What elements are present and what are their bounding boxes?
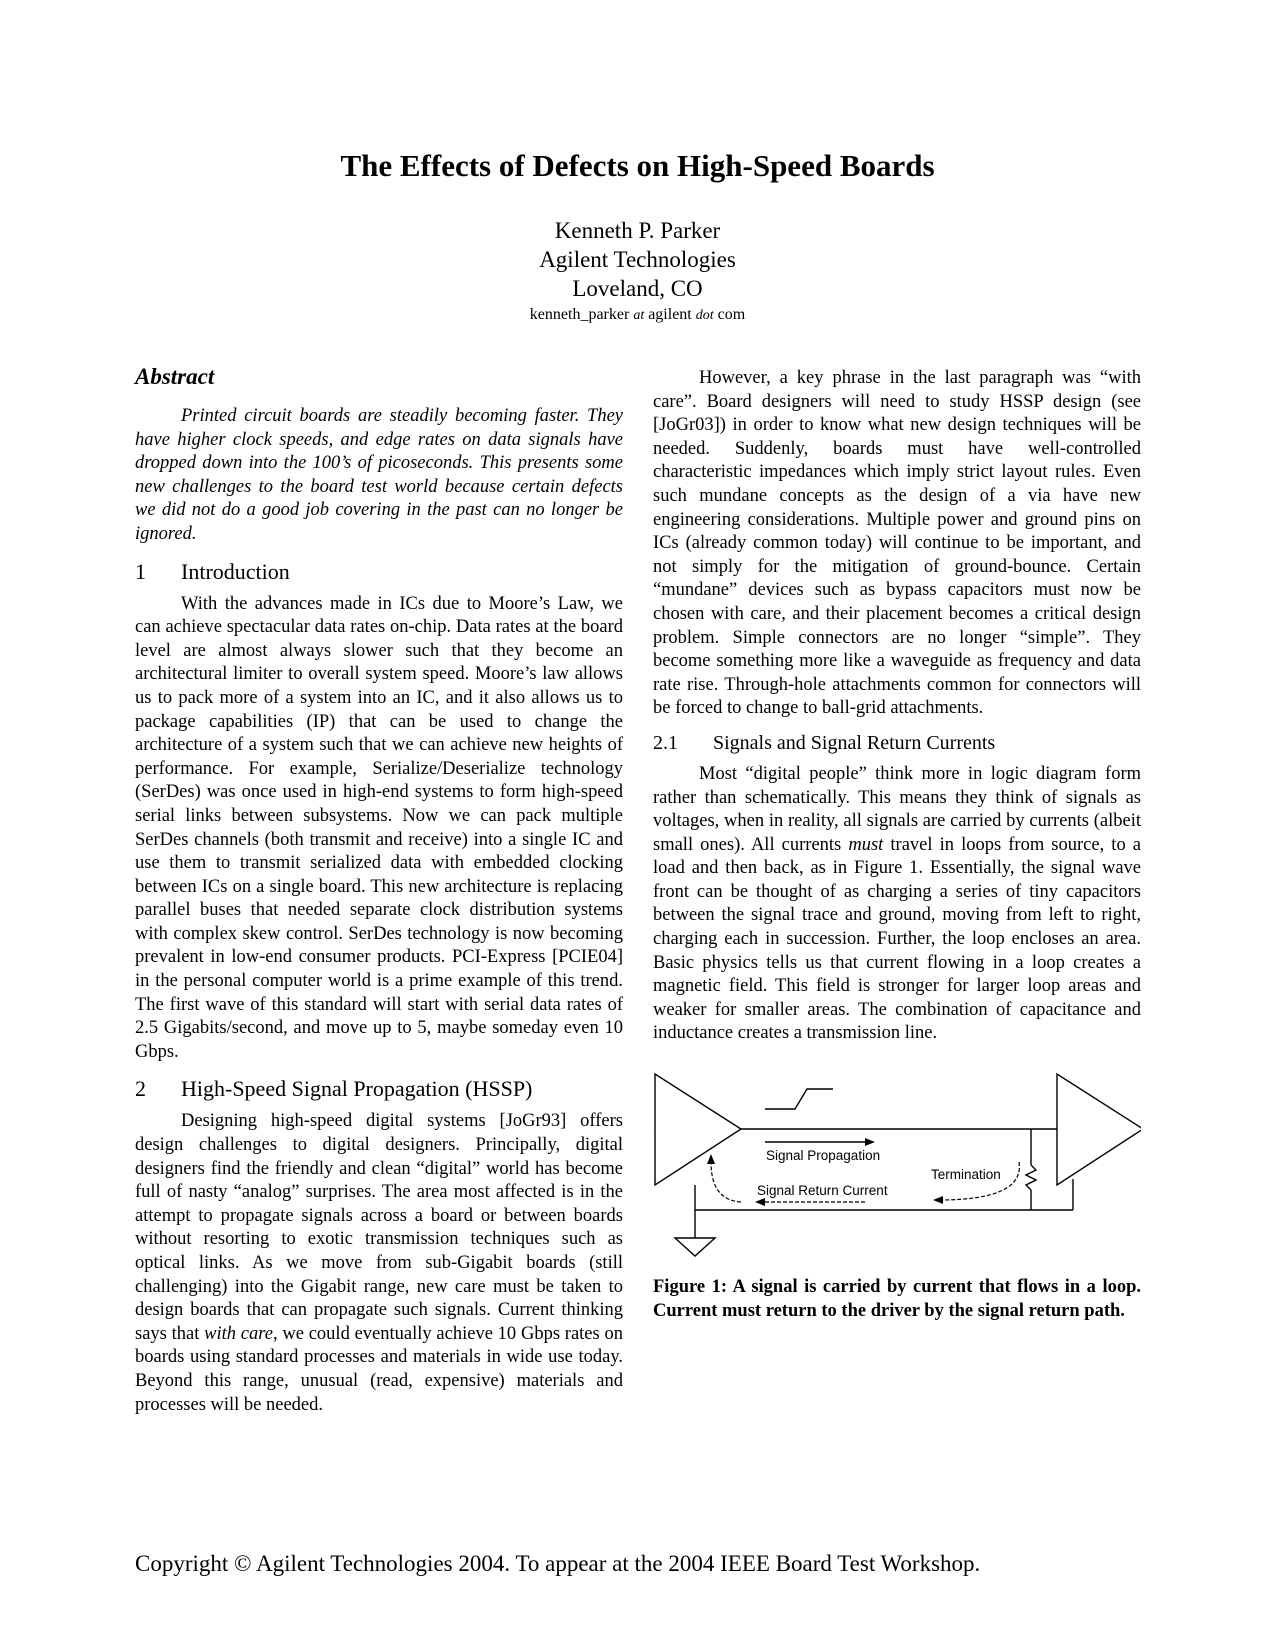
figure-1 [653,1062,1141,1323]
section-title: Introduction [181,558,290,584]
hssp-p1-emphasis: with care [204,1323,273,1344]
propagation-arrowhead [865,1138,875,1146]
figure-1-caption: Figure 1: A signal is carried by current that flows in a loop. Current must return to the driver by the signal return path. [653,1277,1141,1321]
email-domain: agilent [648,306,692,323]
driver-buffer-shape [655,1074,741,1185]
left-column [135,363,623,1417]
section-title: High-Speed Signal Propagation (HSSP) [181,1076,533,1102]
signals-emphasis: must [848,834,884,855]
signals-text-a: Most “digital people” think more in logic diagram form rather than schematically. This means they think of signals as voltages, when in reality, all signals are carried by currents (albeit small ones). All currents [653,763,1141,855]
signal-loop-diagram [653,1062,1141,1262]
author-affiliation: Agilent Technologies [539,247,736,272]
receiver-buffer-shape [1057,1074,1141,1185]
signal-return-current-label: Signal Return Current [757,1183,888,1199]
return-curve-left-arrowhead [707,1154,715,1164]
signal-propagation-label: Signal Propagation [766,1148,881,1164]
section-number: 2 [135,1076,146,1102]
hssp-paragraph-2: However, a key phrase in the last paragraph was “with care”. Board designers will need to study HSSP design (see [JoGr03]) in order to know what new design techniques will be needed. Suddenly, boards must have well-controlled characteristic impedances which imply strict layout rules. Even such mundane concepts as the design of a via have new engineering considerations. Multiple power and ground pins on ICs (already common today) will continue to be important, and not simply for the mitigation of ground-bounce. Certain “mundane” devices such as bypass capacitors must now be chosen with care, and their placement becomes a critical design problem. Simple connectors are no longer “simple”. They become something more like a waveguide as frequency and data rate rise. Through-hole attachments common for connectors will be forced to change to ball-grid attachments. [653,368,1141,719]
step-waveform [765,1089,833,1109]
signals-text-b: travel in loops from source, to a load and then back, as in Figure 1. Essentially, the signal wave front can be thought of as charging a series of tiny capacitors between the signal trace and ground, moving from left to right, charging each in succession. Further, the loop encloses an area. Basic physics tells us that current flowing in a loop creates a magnetic field. This field is stronger for larger loop areas and weaker for smaller areas. The combination of capacitance and inductance creates a transmission line. [653,834,1141,1044]
author-email [0,303,1275,328]
section-heading-introduction [135,559,623,585]
return-curve-right-arrowhead [933,1196,943,1204]
hssp-p1-text-a: Designing high-speed digital systems [JoGr93] offers design challenges to digital designers. Principally, digital designers find the friendly and clean “digital” world has become full of nasty “analog” surprises. The area most affected is in the attempt to propagate signals across a board or between boards without resorting to exotic transmission techniques such as optical links. As we move from sub-Gigabit boards (still challenging) into the Gigabit range, new care must be taken to design boards that can propagate such signals. Current thinking says that [135,1111,623,1344]
email-at: at [633,308,645,323]
copyright-footer: Copyright © Agilent Technologies 2004. To appear at the 2004 IEEE Board Test Workshop. [135,1551,981,1576]
hssp-p1-text-b: , we could eventually achieve 10 Gbps rates on boards using standard processes and materials in wide use today. Beyond this range, unusual (read, expensive) materials and processes will be needed. [135,1323,623,1415]
right-column [653,367,1141,1323]
subsection-title: Signals and Signal Return Currents [713,731,996,754]
termination-resistor [1026,1165,1036,1190]
ground-symbol [675,1238,715,1256]
email-tld: com [717,306,746,323]
paper-title: The Effects of Defects on High-Speed Boards [340,148,935,183]
section-number: 1 [135,558,146,584]
email-dot: dot [695,308,714,323]
introduction-paragraph: With the advances made in ICs due to Moore’s Law, we can achieve spectacular data rates on-chip. Data rates at the board level are almost always slower such that they become an architectural limiter to overall system speed. Moore’s law allows us to pack more of a system into an IC, and it also allows us to package capabilities (IP) that can be used to change the architecture of a system such that we can achieve new heights of performance. For example, Serialize/Deserialize technology (SerDes) was once used in high-end systems to form high-speed serial links between subsystems. Now we can pack multiple SerDes channels (both transmit and receive) into a single IC and use them to transmit serialized data with embedded clocking between ICs on a single board. This new architecture is replacing parallel buses that needed separate clock distribution systems with complex skew control. SerDes technology is now becoming prevalent in low-end consumer products. PCI-Express [PCIE04] in the personal computer world is a prime example of this trend. The first wave of this standard will start with serial data rates of 2.5 Gigabits/second, and move up to 5, maybe someday even 10 Gbps. [135,593,623,1062]
author-block [0,216,1275,328]
return-arrowhead [755,1198,765,1206]
subsection-heading-signals [653,731,1141,755]
email-user: kenneth_parker [529,306,630,323]
hssp-paragraph-1-start [135,1110,623,1417]
signals-paragraph [653,763,1141,1046]
return-curve-left [711,1162,741,1202]
abstract-text: Printed circuit boards are steadily becoming faster. They have higher clock speeds, and edge rates on data signals have dropped down into the 100’s of picoseconds. This presents some new challenges to the board test world because certain defects we did not do a good job covering in the past can no longer be ignored. [135,406,623,544]
author-name: Kenneth P. Parker [554,218,721,243]
section-heading-hssp [135,1076,623,1102]
subsection-number: 2.1 [653,731,678,754]
abstract-heading: Abstract [135,364,215,389]
termination-label: Termination [931,1167,1001,1183]
author-location: Loveland, CO [572,276,703,301]
